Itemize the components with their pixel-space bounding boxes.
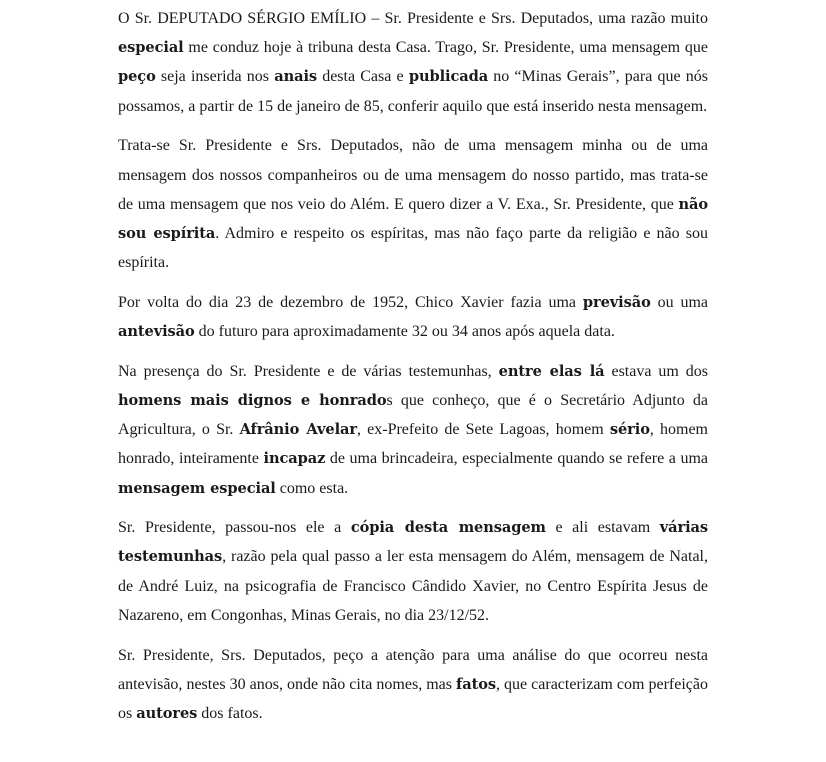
bold-text-run: várias testemunhas (118, 519, 708, 566)
text-run: s que conheço, que é o Secretário Adjunto da Agricultura, o Sr. (118, 391, 708, 439)
bold-text-run: especial (118, 39, 184, 57)
bold-text-run: entre elas lá (498, 362, 605, 380)
text-run: seja inserida nos (155, 68, 275, 86)
bold-text-run: mensagem especial (118, 479, 276, 497)
text-run: , homem honrado, inteiramente (118, 421, 708, 468)
bold-text-run: Afrânio Avelar (239, 421, 357, 439)
paragraph-6 (118, 641, 708, 729)
bold-text-run: antevisão (118, 323, 195, 341)
paragraph-5 (118, 513, 708, 630)
text-run: Trata-se Sr. Presidente e Srs. Deputados, não de uma mensagem minha ou de uma mensagem dos nossos companheiros ou de uma mensagem do nosso partido, mas trata-se de uma mensagem que nos veio do Além. E quero dizer a V. Exa., Sr. Presidente, que (118, 137, 708, 213)
text-run: estava um dos (604, 362, 709, 380)
text-run: desta Casa e (317, 68, 409, 86)
text-run: como esta. (275, 479, 349, 497)
text-run: Sr. Presidente, passou-nos ele a (118, 519, 351, 537)
text-run: Por volta do dia 23 de dezembro de 1952, Chico Xavier fazia uma (118, 293, 583, 311)
bold-text-run: não sou espírita (118, 195, 708, 242)
text-run: Na presença do Sr. Presidente e de várias testemunhas, (118, 362, 499, 380)
text-run: me conduz hoje à tribuna desta Casa. Trago, Sr. Presidente, uma mensagem que (183, 39, 708, 57)
text-run: no “Minas Gerais”, para que nós possamos, a partir de 15 de janeiro de 85, conferir aquilo que está inserido nesta mensagem. (118, 68, 709, 115)
text-run: Sr. Presidente, Srs. Deputados, peço a atenção para uma análise do que ocorreu nesta antevisão, nestes 30 anos, onde não cita nomes, mas (118, 646, 708, 693)
text-run: , que caracterizam com perfeição os (118, 675, 708, 722)
text-run: de uma brincadeira, especialmente quando se refere a uma (325, 450, 708, 468)
text-run: , ex-Prefeito de Sete Lagoas, homem (356, 421, 610, 439)
paragraph-1 (118, 4, 708, 121)
paragraph-2 (118, 131, 708, 277)
bold-text-run: previsão (582, 293, 651, 311)
bold-text-run: fatos (456, 675, 496, 693)
text-run: dos fatos. (197, 704, 263, 722)
paragraph-4 (118, 357, 708, 503)
bold-text-run: publicada (408, 68, 489, 86)
bold-text-run: peço (118, 68, 156, 86)
bold-text-run: homens mais dignos e honrado (118, 391, 387, 409)
document-body (118, 4, 708, 739)
bold-text-run: sério (609, 421, 650, 439)
bold-text-run: cópia desta mensagem (350, 519, 546, 537)
text-run: ou uma (650, 293, 709, 311)
paragraph-3 (118, 288, 708, 346)
text-run: O Sr. DEPUTADO SÉRGIO EMÍLIO – Sr. Presidente e Srs. Deputados, uma razão muito (118, 10, 708, 27)
bold-text-run: anais (274, 68, 318, 86)
bold-text-run: incapaz (263, 450, 326, 468)
text-run: do futuro para aproximadamente 32 ou 34 anos após aquela data. (194, 323, 615, 341)
bold-text-run: autores (136, 704, 198, 722)
text-run: , razão pela qual passo a ler esta mensagem do Além, mensagem de Natal, de André Luiz, na psicografia de Francisco Cândido Xavier, no Centro Espírita Jesus de Nazareno, em Congonhas, Minas Gerais, no dia 23/12/52. (118, 548, 708, 624)
text-run: e ali estavam (545, 519, 660, 537)
text-run: . Admiro e respeito os espíritas, mas não faço parte da religião e não sou espírita. (118, 224, 708, 272)
